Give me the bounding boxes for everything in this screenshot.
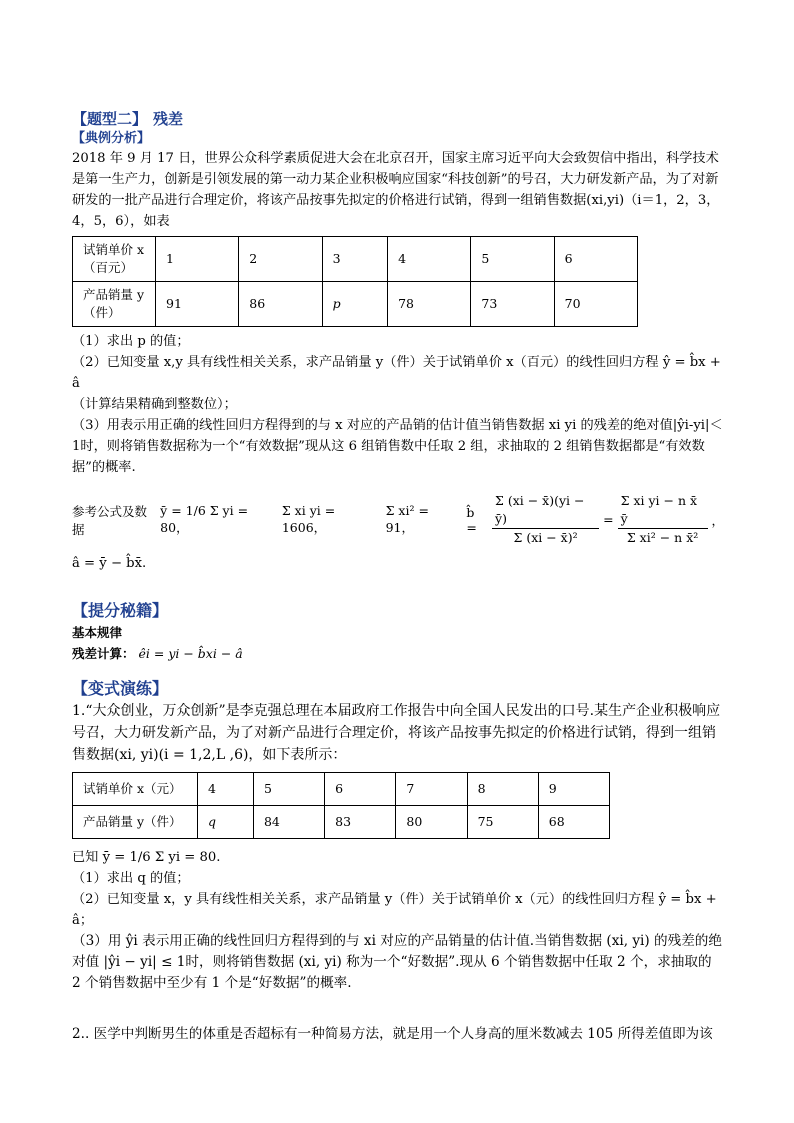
tips-title: 【提分秘籍】 [72,601,169,620]
table-cell: 73 [471,282,554,327]
table-cell: 2 [239,237,322,282]
table-cell: 75 [467,806,538,839]
fraction-denominator: Σ (xi − x̄)² [513,530,578,545]
formula-ybar: ȳ = 1/6 Σ yi = 80， [160,503,249,535]
formula-prefix: 参考公式及数据 [72,503,148,537]
practice-known: 已知 ȳ = 1/6 Σ yi = 80. [72,850,221,865]
question-3: （3）用表示用正确的线性回归方程得到的与 x 对应的产品销的估计值当销售数据 xi yi 的残差的绝对值|ŷi-yi|＜1时，则将销售数据称为一个“有效数据”现从这 6 组销售数中任取 2 组，求抽取的 2 组销售数据都是“有效数据”的概率. [72,418,723,475]
example-label: 【典例分析】 [72,131,151,146]
table-header-cell: 产品销量 y（件） [73,806,198,839]
table-cell: 68 [538,806,609,839]
fraction-denominator: Σ xi² − n x̄² [626,530,699,545]
formula-sum-x2: Σ xi² = 91， [385,503,429,535]
header-line: （件） [83,305,121,320]
formula-b-fraction-1 [492,492,599,547]
table-cell: 91 [156,282,239,327]
table-row [73,773,610,806]
formula-sum-xy: Σ xi yi = 1606， [281,503,336,535]
tips-residual [72,643,724,664]
formula-a: â = ȳ − b̂x̄. [72,556,147,571]
header-line: 产品销量 y [83,287,145,302]
table-cell: 5 [471,237,554,282]
table-cell: 4 [388,237,471,282]
table-header-cell: 试销单价 x（元） [73,773,198,806]
table-cell: 83 [325,806,396,839]
table-header-cell [73,237,156,282]
practice-q2-intro: 2.. 医学中判断男生的体重是否超标有一种简易方法，就是用一个人身高的厘米数减去 105 所得差值即为该 [72,1026,713,1042]
table-cell: 4 [198,773,254,806]
practice-title: 【变式演练】 [72,679,169,698]
table-row [73,806,610,839]
practice-question-3: （3）用 ŷi 表示用正确的线性回归方程得到的与 xi 对应的产品销量的估计值.当销售数据 (xi, yi) 的残差的绝对值 |ŷi − yi| ≤ 1时，则将销售数据 (xi, yi) 称为一个“好数据”.现从 6 个销售数据中任取 2 个，求抽取的 2 个销售数据中至少有 1 个是“好数据”的概率. [72,933,722,991]
table-cell: 84 [253,806,324,839]
formula-b-fraction-2 [618,492,708,547]
tips-rule-label: 基本规律 [72,625,123,640]
table-row [73,237,638,282]
table-cell: 3 [322,237,387,282]
table-cell: 6 [325,773,396,806]
formula-b-lhs: b̂ = [466,504,477,535]
reference-formulas: 参考公式及数据 ȳ = 1/6 Σ yi = 80， Σ xi yi = 1606， Σ xi² = 91， b̂ = $\frac{\Sigma (xi - x̄)(yi - ȳ)}{\text{Σ (xi − x̄)²}}$ = $\frac{\text{Σ xi yi − n x̄ ȳ}}{\text{Σ xi² − n x̄²}}$ ， [72,493,725,545]
section-title-tail: 残差 [153,110,184,128]
sales-table-1 [72,236,638,327]
residual-formula: êi = yi − b̂xi − â [138,646,243,661]
section-title: 【题型二】 [72,110,148,128]
question-2-note: （计算结果精确到整数位）； [72,397,237,412]
table-cell: 70 [554,282,637,327]
table-header-cell [73,282,156,327]
header-line: 试销单价 x [83,242,145,257]
table-cell: p [322,282,387,327]
sales-table-2 [72,772,610,839]
table-cell: 1 [156,237,239,282]
practice-question-2: （2）已知变量 x，y 具有线性相关关系，求产品销量 y（件）关于试销单价 x（元）的线性回归方程 ŷ = b̂x + â； [72,892,717,928]
practice-q1-intro: 1.“大众创业，万众创新”是李克强总理在本届政府工作报告中向全国人民发出的口号.某生产企业积极响应号召，大力研发新产品，为了对新产品进行合理定价，将该产品按事先拟定的价格进行试销，得到一组销售数据(xi, yi)(i = 1,2,L ,6)，如下表所示： [72,703,721,763]
table-cell: 5 [253,773,324,806]
table-cell: 9 [538,773,609,806]
table-row [73,282,638,327]
question-1: （1）求出 p 的值； [72,334,190,349]
table-cell: 8 [467,773,538,806]
fraction-numerator: Σ xi yi − n x̄ ȳ [618,492,708,529]
header-line: （百元） [83,260,134,275]
residual-label: 残差计算： [72,646,135,661]
table-cell: q [198,806,254,839]
fraction-numerator: Σ (xi − x̄)(yi − ȳ) [492,492,599,529]
section-heading [72,108,724,130]
example-intro: 2018 年 9 月 17 日，世界公众科学素质促进大会在北京召开，国家主席习近平向大会致贺信中指出，科学技术是第一生产力，创新是引领发展的第一动力某企业积极响应国家“科技创新”的号召，大力研发新产品，为了对新研发的一批产品进行合理定价，将该产品按事先拟定的价格进行试销，得到一组销售数据(xi,yi)（i＝1，2，3，4，5，6），如表 [72,151,720,229]
practice-question-1: （1）求出 q 的值； [72,871,190,886]
table-cell: 80 [396,806,467,839]
table-cell: 6 [554,237,637,282]
table-cell: 86 [239,282,322,327]
table-cell: 7 [396,773,467,806]
question-2: （2）已知变量 x,y 具有线性相关关系，求产品销量 y（件）关于试销单价 x（百元）的线性回归方程 ŷ = b̂x + â [72,355,721,391]
document-page [72,108,724,1045]
table-cell: 78 [388,282,471,327]
